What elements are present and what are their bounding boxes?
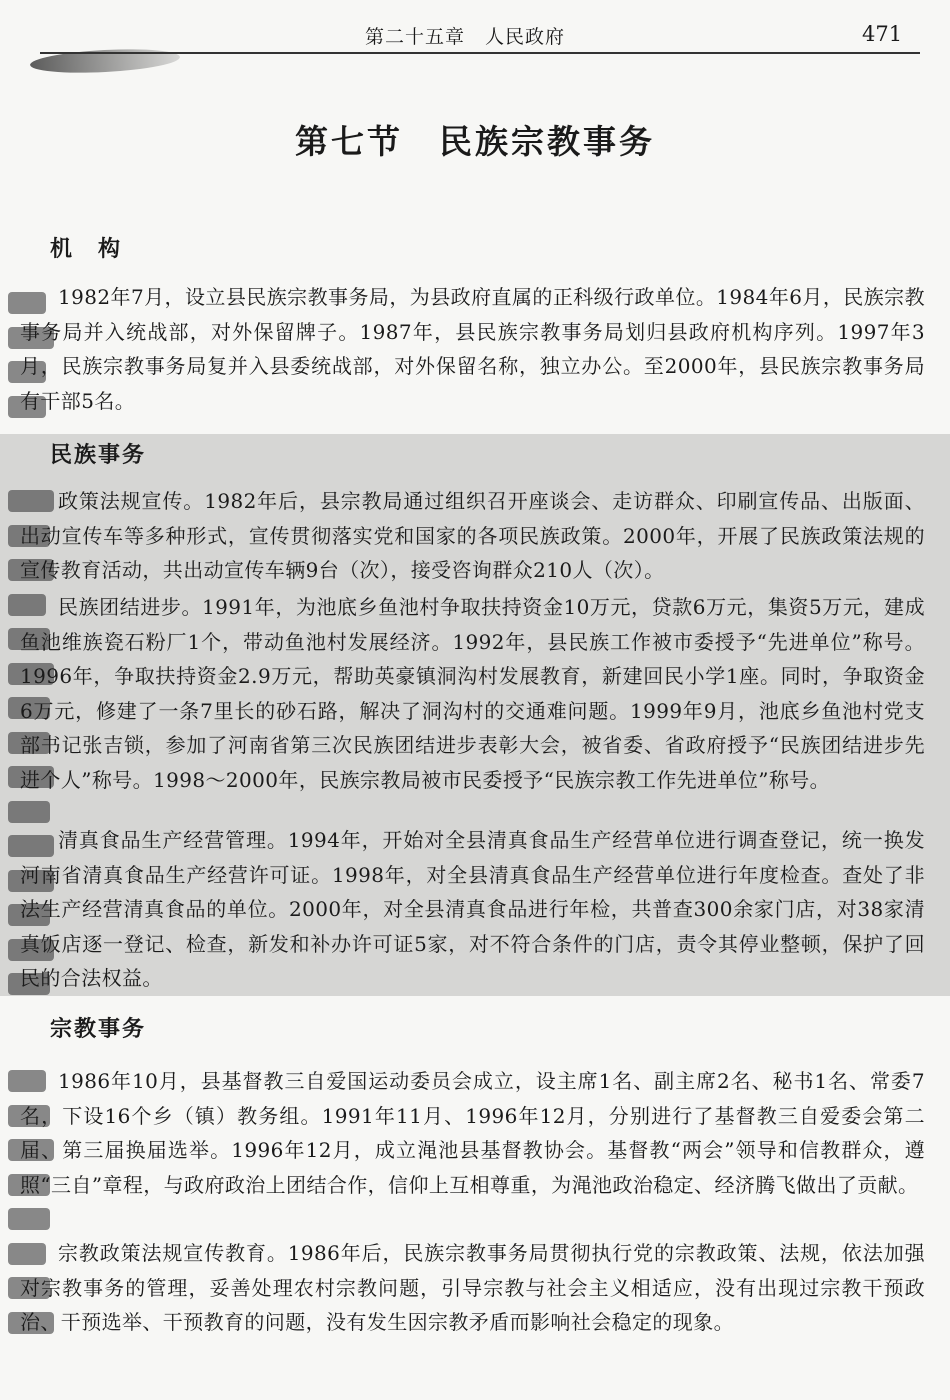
paragraph-halal-food: 清真食品生产经营管理。1994年，开始对全县清真食品生产经营单位进行调查登记，统一换发河南省清真食品生产经营许可证。1998年，对全县清真食品生产经营单位进行年度检查。查处了非法生产经营清真食品的单位。2000年，对全县清真食品进行年检，共普查300余家门店，对38家清真饭店逐一登记、检查，新发和补办许可证5家，对不符合条件的门店，责令其停业整顿，保护了回民的合法权益。 <box>20 828 925 990</box>
heading-organization: 机 构 <box>50 236 123 262</box>
paragraph-organization: 1982年7月，设立县民族宗教事务局，为县政府直属的正科级行政单位。1984年6月，民族宗教事务局并入统战部，对外保留牌子。1987年，县民族宗教事务局划归县政府机构序列。1997年3月，民族宗教事务局复并入县委统战部，对外保留名称，独立办公。至2000年，县民族宗教事务局有干部5名。 <box>20 285 925 413</box>
paragraph-religious-policy: 宗教政策法规宣传教育。1986年后，民族宗教事务局贯彻执行党的宗教政策、法规，依法加强对宗教事务的管理，妥善处理农村宗教问题，引导宗教与社会主义相适应，没有出现过宗教干预政治、干预选举、干预教育的问题，没有发生因宗教矛盾而影响社会稳定的现象。 <box>20 1241 925 1334</box>
heading-ethnic-affairs: 民族事务 <box>50 442 147 468</box>
section-title: 第七节 民族宗教事务 <box>295 122 655 161</box>
page-number: 471 <box>862 22 903 46</box>
paragraph-policy-publicity: 政策法规宣传。1982年后，县宗教局通过组织召开座谈会、走访群众、印刷宣传品、出版面、出动宣传车等多种形式，宣传贯彻落实党和国家的各项民族政策。2000年，开展了民族政策法规的宣传教育活动，共出动宣传车辆9台（次），接受咨询群众210人（次）。 <box>20 489 925 582</box>
running-header-chapter: 第二十五章 人民政府 <box>364 26 565 48</box>
heading-religious-affairs: 宗教事务 <box>50 1016 147 1042</box>
scan-smudge <box>30 46 181 76</box>
paragraph-ethnic-unity: 民族团结进步。1991年，为池底乡鱼池村争取扶持资金10万元，贷款6万元，集资5万元，建成鱼池维族瓷石粉厂1个，带动鱼池村发展经济。1992年，县民族工作被市委授予“先进单位”称号。1996年，争取扶持资金2.9万元，帮助英豪镇洞沟村发展教育，新建回民小学1座。同时，争取资金6万元，修建了一条7里长的砂石路，解决了洞沟村的交通难问题。1999年9月，池底乡鱼池村党支部书记张吉锁，参加了河南省第三次民族团结进步表彰大会，被省委、省政府授予“民族团结进步先进个人”称号。1998～2000年，民族宗教局被市民委授予“民族宗教工作先进单位”称号。 <box>20 595 925 792</box>
paragraph-christian-council: 1986年10月，县基督教三自爱国运动委员会成立，设主席1名、副主席2名、秘书1名、常委7名，下设16个乡（镇）教务组。1991年11月、1996年12月，分别进行了基督教三自爱委会第二届、第三届换届选举。1996年12月，成立渑池县基督教协会。基督教“两会”领导和信教群众，遵照“三自”章程，与政府政治上团结合作，信仰上互相尊重，为渑池政治稳定、经济腾飞做出了贡献。 <box>20 1069 925 1197</box>
header-rule <box>40 52 920 54</box>
